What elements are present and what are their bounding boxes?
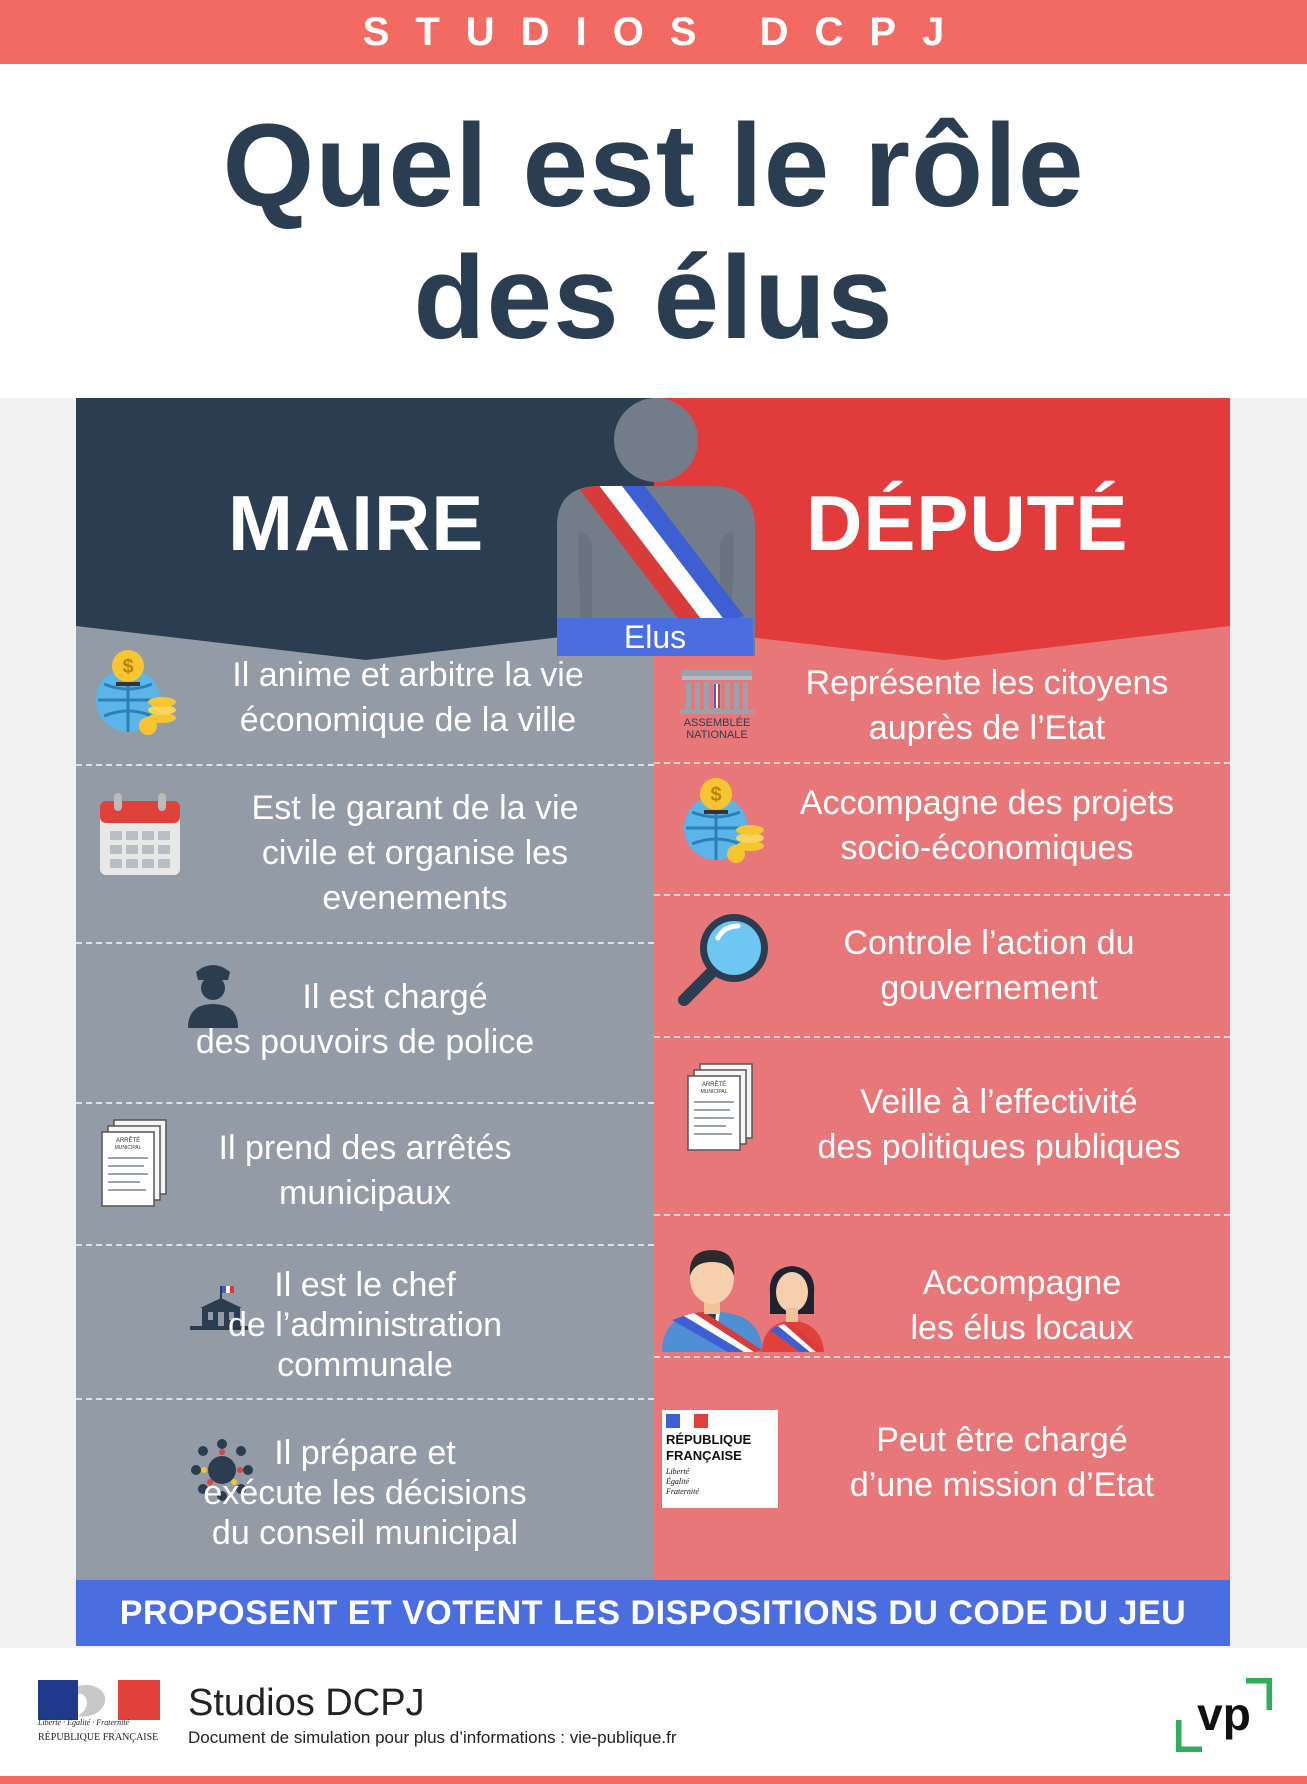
maire-item-1-line-2: économique de la ville: [239, 701, 577, 739]
footer-description: Document de simulation pour plus d’informations : vie-publique.fr: [188, 1728, 677, 1747]
footer-bar: [0, 1776, 1307, 1784]
divider: [654, 1356, 1230, 1358]
top-banner: [0, 0, 1307, 64]
arrete-label: ARRÊTÉ: [701, 1082, 727, 1088]
divider: [654, 762, 1230, 764]
depute-item-4-line-1: Veille à l’effectivité: [860, 1083, 1138, 1121]
rf-motto-2: Égalité: [666, 1477, 690, 1486]
maire-item-6-line-2: exécute les décisions: [203, 1474, 527, 1512]
depute-item-6-line-1: Peut être chargé: [876, 1421, 1128, 1459]
maire-item-1-line-1: Il anime et arbitre la vie: [232, 656, 584, 694]
maire-item-3-line-2: des pouvoirs de police: [195, 1023, 535, 1061]
comparison-panel: [76, 398, 1230, 1646]
depute-item-2-line-2: socio-économiques: [840, 829, 1134, 867]
arrete-label: ARRÊTÉ: [115, 1138, 141, 1144]
vie-publique-logo-icon: [1176, 1678, 1272, 1752]
maire-item-5: [76, 1250, 654, 1400]
divider: [76, 1398, 654, 1400]
divider: [76, 764, 654, 766]
municipal-label: MUNICIPAL: [114, 1145, 142, 1151]
marianne-motto: Liberté · Égalité · Fraternité: [38, 1718, 130, 1727]
footer-studio-name: Studios DCPJ: [188, 1682, 425, 1724]
depute-item-3-line-1: Controle l’action du: [843, 924, 1135, 962]
maire-item-4-line-2: municipaux: [279, 1174, 451, 1212]
maire-item-2-line-1: Est le garant de la vie: [251, 788, 579, 827]
svg-text:$: $: [710, 784, 722, 806]
title-line-1: Quel est le rôle: [222, 100, 1085, 232]
maire-item-1: [76, 648, 654, 748]
rf-motto-1: Liberté: [666, 1467, 690, 1476]
maire-item-4: [76, 1110, 654, 1232]
maire-item-2-line-3: evenements: [322, 878, 508, 917]
depute-heading: DÉPUTÉ: [806, 479, 1129, 567]
depute-item-4: [654, 1052, 1230, 1198]
rf-label-1: RÉPUBLIQUE: [666, 1432, 752, 1447]
depute-item-5-line-2: les élus locaux: [910, 1309, 1134, 1347]
maire-item-4-line-1: Il prend des arrêtés: [218, 1129, 512, 1167]
maire-item-5-line-2: de l’administration: [227, 1306, 503, 1344]
depute-item-3: [654, 898, 1230, 1034]
vp-logo-text: vp: [1197, 1688, 1251, 1740]
maire-item-5-line-1: Il est le chef: [274, 1266, 456, 1304]
depute-item-6: [654, 1388, 1230, 1538]
rf-label-2: FRANÇAISE: [666, 1448, 742, 1463]
rf-motto-3: Fraternité: [666, 1487, 699, 1496]
divider: [654, 1214, 1230, 1216]
elus-badge: Elus: [557, 618, 753, 656]
depute-item-6-line-2: d’une mission d’Etat: [849, 1466, 1155, 1504]
depute-item-5: [654, 1224, 1230, 1388]
maire-item-2: [76, 778, 654, 928]
maire-item-3-line-1: Il est chargé: [302, 978, 488, 1016]
maire-item-3: [76, 952, 654, 1088]
bottom-banner: PROPOSENT ET VOTENT LES DISPOSITIONS DU CODE DU JEU: [76, 1580, 1230, 1646]
maire-item-6: [76, 1418, 654, 1568]
depute-item-2-line-1: Accompagne des projets: [799, 784, 1175, 822]
depute-item-5-line-1: Accompagne: [922, 1264, 1122, 1302]
depute-item-1: [654, 648, 1230, 764]
depute-item-3-line-2: gouvernement: [880, 969, 1098, 1007]
maire-item-6-line-3: du conseil municipal: [211, 1514, 519, 1552]
divider: [76, 1244, 654, 1246]
depute-item-1-line-2: auprès de l’Etat: [868, 709, 1106, 747]
divider: [654, 1036, 1230, 1038]
depute-item-4-line-2: des politiques publiques: [817, 1128, 1181, 1166]
svg-text:$: $: [122, 656, 134, 678]
marianne-label: RÉPUBLIQUE FRANÇAISE: [38, 1732, 159, 1743]
banner-text: STUDIOS DCPJ: [362, 9, 971, 54]
maire-item-2-line-2: civile et organise les: [261, 833, 569, 872]
title-line-2: des élus: [413, 232, 894, 364]
depute-item-2: [654, 768, 1230, 884]
footer: [0, 1648, 1307, 1784]
assemblee-label-2: NATIONALE: [686, 729, 748, 740]
marianne-logo-icon: [38, 1680, 160, 1720]
divider: [76, 1102, 654, 1104]
divider: [654, 894, 1230, 896]
maire-item-6-line-1: Il prépare et: [274, 1434, 456, 1472]
divider: [76, 942, 654, 944]
maire-item-5-line-3: communale: [277, 1346, 453, 1384]
maire-heading: MAIRE: [228, 479, 485, 567]
assemblee-label-1: ASSEMBLÉE: [683, 717, 751, 729]
depute-item-1-line-1: Représente les citoyens: [805, 664, 1169, 702]
page-title: [0, 100, 1307, 364]
municipal-label: MUNICIPAL: [700, 1089, 728, 1095]
